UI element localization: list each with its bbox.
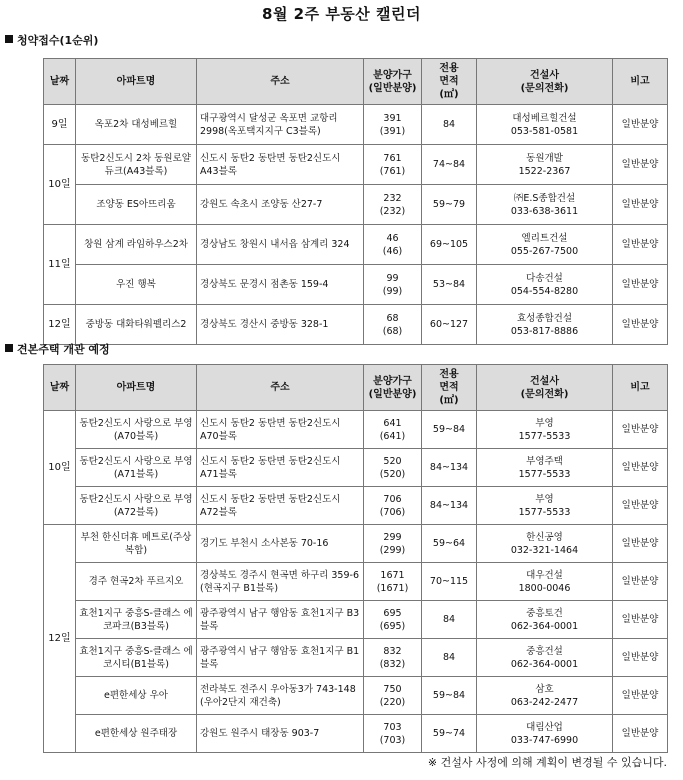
units: 46 (46)	[364, 225, 422, 265]
builder-contact: 부영 1577-5533	[477, 487, 613, 525]
units: 832 (832)	[364, 639, 422, 677]
table-row	[44, 525, 668, 563]
table-row	[44, 715, 668, 753]
apartment-name: 동탄2신도시 사랑으로 부영(A70블록)	[76, 411, 197, 449]
date-cell: 10일	[44, 411, 76, 525]
header-note: 비고	[613, 365, 668, 411]
footnote: ※ 건설사 사정에 의해 계획이 변경될 수 있습니다.	[427, 756, 667, 769]
square-bullet-icon	[5, 35, 13, 43]
units: 695 (695)	[364, 601, 422, 639]
apartment-name: 동탄2신도시 2차 동원로얄듀크(A43블록)	[76, 145, 197, 185]
address: 광주광역시 남구 행암동 효천1지구 B1블록	[197, 639, 364, 677]
builder-contact: 동원개발 1522-2367	[477, 145, 613, 185]
header-area: 전용 면적 (㎡)	[422, 59, 477, 105]
remark: 일반분양	[613, 563, 668, 601]
apartment-name: 창원 삼계 라임하우스2차	[76, 225, 197, 265]
address: 경상북도 경주시 현곡면 하구리 359-6 (현곡지구 B1블록)	[197, 563, 364, 601]
area: 59~74	[422, 715, 477, 753]
remark: 일반분양	[613, 715, 668, 753]
builder-contact: 삼호 063-242-2477	[477, 677, 613, 715]
address: 대구광역시 달성군 옥포면 교항리 2998(옥포택지지구 C3블록)	[197, 105, 364, 145]
address: 전라북도 전주시 우아동3가 743-148 (우아2단지 재건축)	[197, 677, 364, 715]
apartment-name: e편한세상 우아	[76, 677, 197, 715]
date-cell: 9일	[44, 105, 76, 145]
table-row	[44, 449, 668, 487]
remark: 일반분양	[613, 265, 668, 305]
area: 84	[422, 639, 477, 677]
units: 391 (391)	[364, 105, 422, 145]
remark: 일반분양	[613, 601, 668, 639]
area: 69~105	[422, 225, 477, 265]
date-cell: 11일	[44, 225, 76, 305]
units: 68 (68)	[364, 305, 422, 345]
units: 641 (641)	[364, 411, 422, 449]
page-title: 8월 2주 부동산 캘린더	[262, 5, 421, 23]
date-cell: 10일	[44, 145, 76, 225]
builder-contact: 대성베르힐건설 053-581-0581	[477, 105, 613, 145]
address: 강원도 속초시 조양동 산27-7	[197, 185, 364, 225]
subscription-table	[43, 58, 668, 345]
address: 경상북도 문경시 점촌동 159-4	[197, 265, 364, 305]
remark: 일반분양	[613, 525, 668, 563]
units: 232 (232)	[364, 185, 422, 225]
square-bullet-icon	[5, 344, 13, 352]
apartment-name: 효천1지구 중흥S-클래스 에코파크(B3블록)	[76, 601, 197, 639]
builder-contact: ㈜E.S종합건설 033-638-3611	[477, 185, 613, 225]
apartment-name: 옥포2차 대성베르힐	[76, 105, 197, 145]
units: 1671 (1671)	[364, 563, 422, 601]
builder-contact: 대림산업 033-747-6990	[477, 715, 613, 753]
apartment-name: 동탄2신도시 사랑으로 부영(A71블록)	[76, 449, 197, 487]
builder-contact: 중흥건설 062-364-0001	[477, 639, 613, 677]
section-heading-subscription	[5, 32, 98, 48]
area: 70~115	[422, 563, 477, 601]
table-row	[44, 185, 668, 225]
remark: 일반분양	[613, 639, 668, 677]
units: 299 (299)	[364, 525, 422, 563]
date-cell: 12일	[44, 305, 76, 345]
table-row	[44, 145, 668, 185]
remark: 일반분양	[613, 411, 668, 449]
area: 53~84	[422, 265, 477, 305]
builder-contact: 다송건설 054-554-8280	[477, 265, 613, 305]
table-row	[44, 411, 668, 449]
address: 경기도 부천시 소사본동 70-16	[197, 525, 364, 563]
apartment-name: 우진 행복	[76, 265, 197, 305]
header-note: 비고	[613, 59, 668, 105]
table-row	[44, 265, 668, 305]
table-row	[44, 639, 668, 677]
header-units: 분양가구 (일반분양)	[364, 59, 422, 105]
header-address: 주소	[197, 365, 364, 411]
apartment-name: 경주 현곡2차 푸르지오	[76, 563, 197, 601]
builder-contact: 엘리트건설 055-267-7500	[477, 225, 613, 265]
area: 84~134	[422, 449, 477, 487]
apartment-name: 동탄2신도시 사랑으로 부영(A72블록)	[76, 487, 197, 525]
units: 99 (99)	[364, 265, 422, 305]
area: 84	[422, 105, 477, 145]
address: 경상남도 창원시 내서읍 삼계리 324	[197, 225, 364, 265]
header-units: 분양가구 (일반분양)	[364, 365, 422, 411]
address: 신도시 동탄2 동탄면 동탄2신도시 A43블록	[197, 145, 364, 185]
units: 706 (706)	[364, 487, 422, 525]
header-date: 날짜	[44, 59, 76, 105]
table-row	[44, 563, 668, 601]
remark: 일반분양	[613, 225, 668, 265]
area: 84	[422, 601, 477, 639]
header-area: 전용 면적 (㎡)	[422, 365, 477, 411]
apartment-name: 조양동 ES아뜨리움	[76, 185, 197, 225]
address: 신도시 동탄2 동탄면 동탄2신도시 A72블록	[197, 487, 364, 525]
units: 750 (220)	[364, 677, 422, 715]
table-row	[44, 305, 668, 345]
apartment-name: 부천 한신더휴 메트로(주상복합)	[76, 525, 197, 563]
remark: 일반분양	[613, 677, 668, 715]
apartment-name: 중방동 대화타워펠리스2	[76, 305, 197, 345]
section-heading-text: 청약접수(1순위)	[17, 34, 99, 47]
remark: 일반분양	[613, 145, 668, 185]
builder-contact: 대우건설 1800-0046	[477, 563, 613, 601]
table-row	[44, 487, 668, 525]
area: 59~79	[422, 185, 477, 225]
date-cell: 12일	[44, 525, 76, 753]
table-row	[44, 677, 668, 715]
header-apartment: 아파트명	[76, 59, 197, 105]
area: 59~84	[422, 411, 477, 449]
address: 광주광역시 남구 행암동 효천1지구 B3블록	[197, 601, 364, 639]
section-heading-text: 견본주택 개관 예정	[17, 343, 110, 356]
remark: 일반분양	[613, 487, 668, 525]
remark: 일반분양	[613, 449, 668, 487]
area: 60~127	[422, 305, 477, 345]
builder-contact: 부영 1577-5533	[477, 411, 613, 449]
apartment-name: e편한세상 원주태장	[76, 715, 197, 753]
remark: 일반분양	[613, 305, 668, 345]
area: 84~134	[422, 487, 477, 525]
area: 59~84	[422, 677, 477, 715]
header-address: 주소	[197, 59, 364, 105]
address: 경상북도 경산시 중방동 328-1	[197, 305, 364, 345]
area: 74~84	[422, 145, 477, 185]
table-row	[44, 601, 668, 639]
area: 59~64	[422, 525, 477, 563]
remark: 일반분양	[613, 185, 668, 225]
units: 761 (761)	[364, 145, 422, 185]
units: 703 (703)	[364, 715, 422, 753]
units: 520 (520)	[364, 449, 422, 487]
table-row	[44, 225, 668, 265]
apartment-name: 효천1지구 중흥S-클래스 에코시티(B1블록)	[76, 639, 197, 677]
header-apartment: 아파트명	[76, 365, 197, 411]
header-builder: 건설사 (문의전화)	[477, 59, 613, 105]
builder-contact: 한신공영 032-321-1464	[477, 525, 613, 563]
builder-contact: 부영주택 1577-5533	[477, 449, 613, 487]
remark: 일반분양	[613, 105, 668, 145]
section-heading-model-house	[5, 341, 110, 357]
builder-contact: 효성종합건설 053-817-8886	[477, 305, 613, 345]
header-date: 날짜	[44, 365, 76, 411]
builder-contact: 중흥토건 062-364-0001	[477, 601, 613, 639]
table-row	[44, 105, 668, 145]
address: 강원도 원주시 태장동 903-7	[197, 715, 364, 753]
address: 신도시 동탄2 동탄면 동탄2신도시 A70블록	[197, 411, 364, 449]
header-builder: 건설사 (문의전화)	[477, 365, 613, 411]
model-house-table	[43, 364, 668, 753]
address: 신도시 동탄2 동탄면 동탄2신도시 A71블록	[197, 449, 364, 487]
